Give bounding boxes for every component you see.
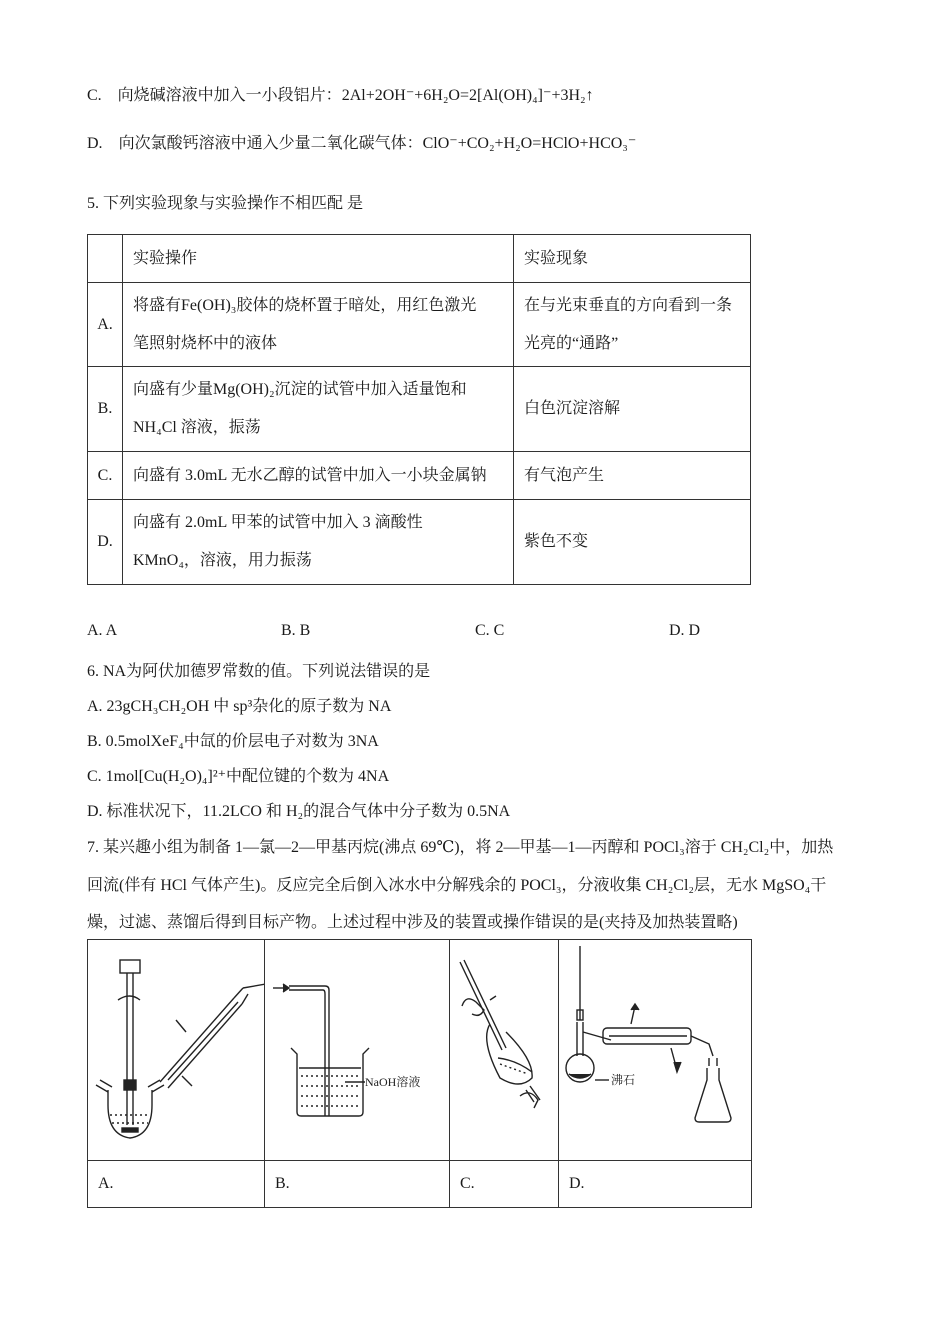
row-phenomenon xyxy=(514,283,751,367)
row-option: C. xyxy=(88,452,123,500)
row-operation xyxy=(123,283,514,367)
row-operation-line2: NH₄Cl 溶液，振荡 xyxy=(133,419,261,436)
row-operation-line2: KMnO₄，溶液，用力振荡 xyxy=(133,552,312,569)
apparatus-b xyxy=(265,940,450,1161)
boiling-stone-label: 沸石 xyxy=(611,1073,636,1087)
gas-absorption-apparatus-icon xyxy=(265,940,449,1160)
choice-d[interactable]: D. D xyxy=(669,622,701,639)
naoh-solution-label: NaOH溶液 xyxy=(365,1075,421,1089)
row-operation-line2: 笔照射烧杯中的液体 xyxy=(133,334,278,352)
q4-option-d-equation: ClO⁻+CO₂+H₂O=HClO+HCO₃⁻ xyxy=(422,135,637,152)
row-option: D. xyxy=(88,500,123,585)
header-operation: 实验操作 xyxy=(123,235,514,283)
q4-option-c-label: C. xyxy=(87,87,102,104)
table-header-row xyxy=(88,235,751,283)
q7-stem-line1: 7. 某兴趣小组为制备 1—氯—2—甲基丙烷(沸点 69℃)，将 2—甲基—1—丙醇和 POCl₃溶于 CH₂Cl₂中，加热 xyxy=(87,839,834,856)
row-phenomenon: 紫色不变 xyxy=(514,500,751,585)
apparatus-label-d[interactable]: D. xyxy=(559,1161,752,1208)
q5-choices xyxy=(87,622,737,646)
header-blank xyxy=(88,235,123,283)
row-phenomenon: 有气泡产生 xyxy=(514,452,751,500)
q4-option-c xyxy=(87,82,594,105)
apparatus-label-b[interactable]: B. xyxy=(265,1161,450,1208)
q7-stem-line2: 回流(伴有 HCl 气体产生)。反应完全后倒入冰水中分解残余的 POCl₃，分液收集 CH₂Cl₂层，无水 MgSO₄干 xyxy=(87,877,827,894)
table-row xyxy=(88,367,751,452)
row-operation xyxy=(123,500,514,585)
q6-option-c[interactable]: C. 1mol[Cu(H₂O)₄]²⁺中配位键的个数为 4NA xyxy=(87,768,390,785)
q7-stem-line3: 燥，过滤、蒸馏后得到目标产物。上述过程中涉及的装置或操作错误的是(夹持及加热装置略) xyxy=(87,914,738,931)
table-row xyxy=(88,452,751,500)
table-row xyxy=(88,500,751,585)
apparatus-a xyxy=(88,940,265,1161)
q4-option-d-text: 向次氯酸钙溶液中通入少量二氧化碳气体： xyxy=(118,135,423,152)
q4-option-c-text: 向烧碱溶液中加入一小段铝片： xyxy=(117,87,342,104)
choice-c[interactable]: C. C xyxy=(475,622,505,639)
separatory-funnel-icon xyxy=(450,940,558,1160)
apparatus-label-a[interactable]: A. xyxy=(88,1161,265,1208)
q5-stem: 5. 下列实验现象与实验操作不相匹配 是 xyxy=(87,195,364,212)
row-phenomenon-line1: 在与光束垂直的方向看到一条 xyxy=(524,296,733,314)
q6-option-a[interactable]: A. 23gCH₃CH₂OH 中 sp³杂化的原子数为 NA xyxy=(87,698,392,715)
distillation-apparatus-icon xyxy=(559,940,751,1160)
table-row xyxy=(88,283,751,367)
row-phenomenon: 白色沉淀溶解 xyxy=(514,367,751,452)
apparatus-label-c[interactable]: C. xyxy=(450,1161,559,1208)
q6-option-b[interactable]: B. 0.5molXeF₄中氙的价层电子对数为 3NA xyxy=(87,733,379,750)
row-operation-line1: 将盛有Fe(OH)₃胶体的烧杯置于暗处，用红色激光 xyxy=(133,296,477,314)
choice-a[interactable]: A. A xyxy=(87,622,118,639)
q4-option-d-label: D. xyxy=(87,135,103,152)
row-operation xyxy=(123,367,514,452)
apparatus-c xyxy=(450,940,559,1161)
row-operation-line1: 向盛有少量Mg(OH)₂沉淀的试管中加入适量饱和 xyxy=(133,381,467,398)
row-operation: 向盛有 3.0mL 无水乙醇的试管中加入一小块金属钠 xyxy=(123,452,514,500)
q6-option-d[interactable]: D. 标准状况下，11.2LCO 和 H₂的混合气体中分子数为 0.5NA xyxy=(87,803,511,820)
q7-apparatus-table xyxy=(87,939,752,1208)
q4-option-c-equation: 2Al+2OH⁻+6H₂O=2[Al(OH)₄]⁻+3H₂↑ xyxy=(341,87,594,104)
apparatus-d xyxy=(559,940,752,1161)
row-operation-line1: 向盛有 2.0mL 甲苯的试管中加入 3 滴酸性 xyxy=(133,514,423,531)
q6-stem: 6. NA为阿伏加德罗常数的值。下列说法错误的是 xyxy=(87,663,431,680)
row-phenomenon-line2: 光亮的“通路” xyxy=(524,334,619,352)
choice-b[interactable]: B. B xyxy=(281,622,311,639)
reflux-apparatus-icon xyxy=(88,940,264,1160)
row-option: B. xyxy=(88,367,123,452)
q4-option-d xyxy=(87,130,636,153)
header-phenomenon: 实验现象 xyxy=(514,235,751,283)
row-option: A. xyxy=(88,283,123,367)
q5-table xyxy=(87,234,751,585)
